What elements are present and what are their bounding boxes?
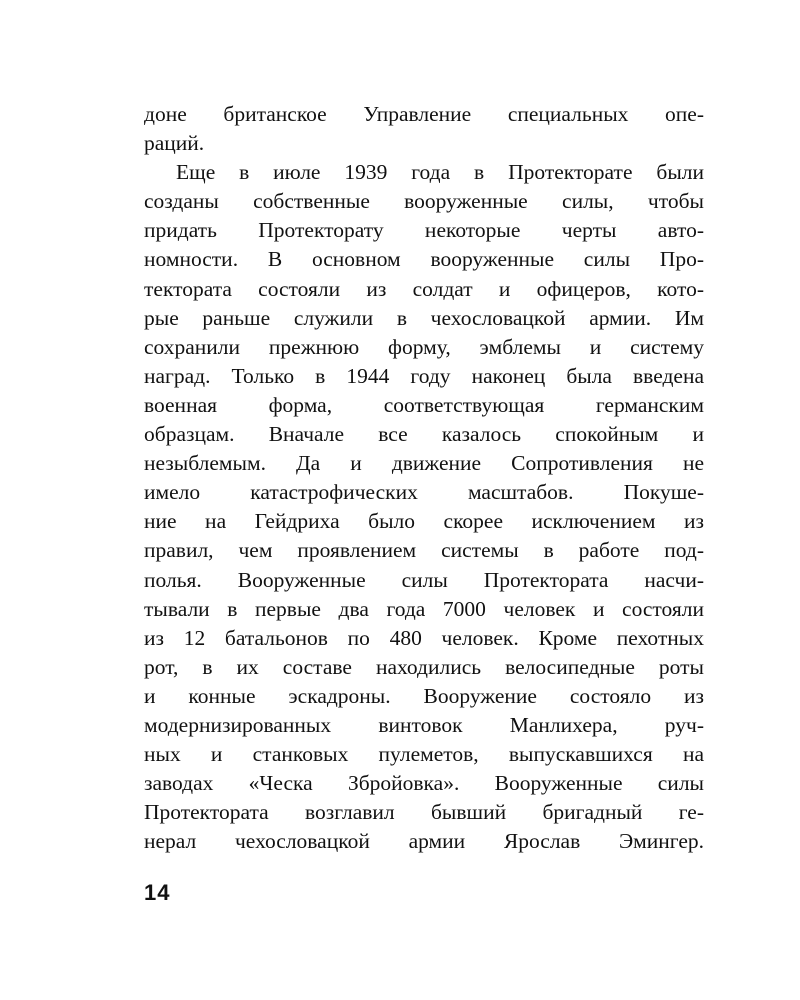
text-line: рот, в их составе находились велосипедные роты	[144, 654, 704, 679]
text-line: доне британское Управление специальных опе-	[144, 102, 704, 126]
text-line: рые раньше служили в чехословацкой армии. Им	[144, 305, 704, 330]
text-line: из 12 батальонов по 480 человек. Кроме пехотных	[144, 625, 704, 650]
text-line: тектората состояли из солдат и офицеров, кото-	[144, 276, 704, 301]
text-line: и конные эскадроны. Вооружение состояло из	[144, 683, 704, 708]
text-line: образцам. Вначале все казалось спокойным и	[144, 422, 704, 447]
text-line: модернизированных винтовок Манлихера, руч-	[144, 712, 704, 737]
text-line: придать Протекторату некоторые черты авто-	[144, 218, 704, 243]
text-line: Еще в июле 1939 года в Протекторате были	[176, 160, 704, 185]
text-line: полья. Вооруженные силы Протектората насчи-	[144, 567, 704, 592]
body-text	[144, 100, 704, 856]
text-line: заводах «Ческа Збройовка». Вооруженные силы	[144, 771, 704, 796]
text-line: ние на Гейдриха было скорее исключением из	[144, 509, 704, 534]
text-line: военная форма, соответствующая германским	[144, 392, 704, 417]
text-line: сохранили прежнюю форму, эмблемы и систему	[144, 334, 704, 359]
text-line: созданы собственные вооруженные силы, чтобы	[144, 189, 704, 214]
page-number: 14	[144, 880, 171, 905]
text-line: имело катастрофических масштабов. Покуше-	[144, 480, 704, 505]
text-line: нерал чехословацкой армии Ярослав Эмингер.	[144, 829, 704, 854]
text-line: ных и станковых пулеметов, выпускавшихся на	[144, 742, 704, 767]
text-line: правил, чем проявлением системы в работе под-	[144, 538, 704, 563]
text-line: тывали в первые два года 7000 человек и состояли	[144, 596, 704, 621]
text-line: незыблемым. Да и движение Сопротивления не	[144, 451, 704, 476]
text-line: наград. Только в 1944 году наконец была введена	[144, 363, 704, 388]
text-line: Протектората возглавил бывший бригадный ге-	[144, 800, 704, 825]
text-line: раций.	[144, 131, 205, 156]
text-line: номности. В основном вооруженные силы Про-	[144, 247, 704, 272]
